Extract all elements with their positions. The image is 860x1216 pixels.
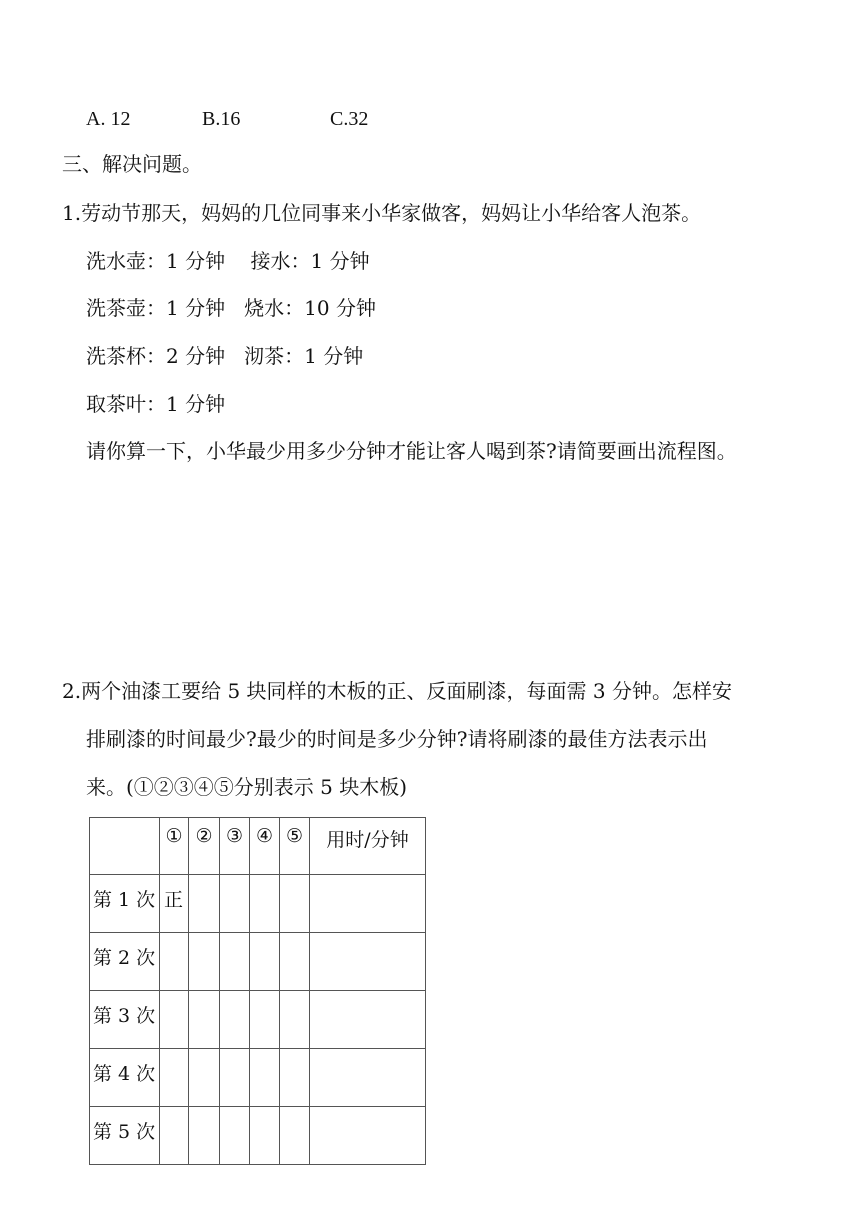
q1-prompt: 1.劳动节那天，妈妈的几位同事来小华家做客，妈妈让小华给客人泡茶。 — [62, 201, 702, 225]
row-label: 第 1 次 — [90, 875, 160, 933]
table-cell[interactable]: 正 — [160, 875, 189, 933]
table-header-board-3: ③ — [220, 818, 250, 875]
table-cell[interactable] — [250, 933, 280, 991]
q1-step-line-3: 洗茶杯：2 分钟 沏茶：1 分钟 — [86, 344, 364, 368]
table-cell[interactable] — [220, 933, 250, 991]
option-c: C.32 — [330, 108, 369, 130]
q1-step-line-4: 取茶叶：1 分钟 — [86, 392, 226, 416]
table-cell[interactable] — [220, 1107, 250, 1165]
row-label: 第 5 次 — [90, 1107, 160, 1165]
table-header-time: 用时/分钟 — [310, 818, 426, 875]
table-cell[interactable] — [280, 1049, 310, 1107]
q2-prompt-line-1: 2.两个油漆工要给 5 块同样的木板的正、反面刷漆，每面需 3 分钟。怎样安 — [62, 679, 732, 703]
painting-schedule-table — [89, 817, 426, 1165]
table-cell[interactable] — [250, 875, 280, 933]
row-label: 第 4 次 — [90, 1049, 160, 1107]
table-header-row — [90, 818, 426, 875]
table-cell[interactable] — [160, 991, 189, 1049]
table-header-board-2: ② — [189, 818, 220, 875]
table-header-board-4: ④ — [250, 818, 280, 875]
table-header-board-1: ① — [160, 818, 189, 875]
table-row — [90, 933, 426, 991]
row-label: 第 3 次 — [90, 991, 160, 1049]
table-cell[interactable] — [310, 875, 426, 933]
table-row — [90, 875, 426, 933]
table-row — [90, 1049, 426, 1107]
table-cell[interactable] — [280, 875, 310, 933]
table-cell[interactable] — [280, 991, 310, 1049]
table-cell[interactable] — [310, 1049, 426, 1107]
table-cell[interactable] — [189, 1049, 220, 1107]
table-cell[interactable] — [220, 875, 250, 933]
table-cell[interactable] — [280, 933, 310, 991]
table-cell[interactable] — [250, 991, 280, 1049]
table-cell[interactable] — [189, 1107, 220, 1165]
table-row — [90, 991, 426, 1049]
row-label: 第 2 次 — [90, 933, 160, 991]
table-cell[interactable] — [250, 1049, 280, 1107]
q2-prompt-line-3: 来。(①②③④⑤分别表示 5 块木板) — [86, 775, 408, 799]
table-cell[interactable] — [310, 991, 426, 1049]
table-cell[interactable] — [160, 933, 189, 991]
table-cell[interactable] — [280, 1107, 310, 1165]
option-a: A. 12 — [86, 108, 131, 130]
table-cell[interactable] — [310, 1107, 426, 1165]
table-cell[interactable] — [160, 1049, 189, 1107]
table-header-corner — [90, 818, 160, 875]
table-cell[interactable] — [160, 1107, 189, 1165]
table-cell[interactable] — [220, 991, 250, 1049]
option-b: B.16 — [202, 108, 241, 130]
table-header-board-5: ⑤ — [280, 818, 310, 875]
q1-step-line-1: 洗水壶：1 分钟 接水：1 分钟 — [86, 249, 370, 273]
q2-prompt-line-2: 排刷漆的时间最少?最少的时间是多少分钟?请将刷漆的最佳方法表示出 — [86, 727, 708, 751]
q1-step-line-2: 洗茶壶：1 分钟 烧水：10 分钟 — [86, 296, 376, 320]
table-cell[interactable] — [310, 933, 426, 991]
table-cell[interactable] — [189, 991, 220, 1049]
table-cell[interactable] — [220, 1049, 250, 1107]
table-row — [90, 1107, 426, 1165]
table-cell[interactable] — [189, 933, 220, 991]
table-cell[interactable] — [250, 1107, 280, 1165]
table-cell[interactable] — [189, 875, 220, 933]
q1-question: 请你算一下，小华最少用多少分钟才能让客人喝到茶?请简要画出流程图。 — [86, 439, 737, 463]
section-title: 三、解决问题。 — [62, 152, 202, 176]
